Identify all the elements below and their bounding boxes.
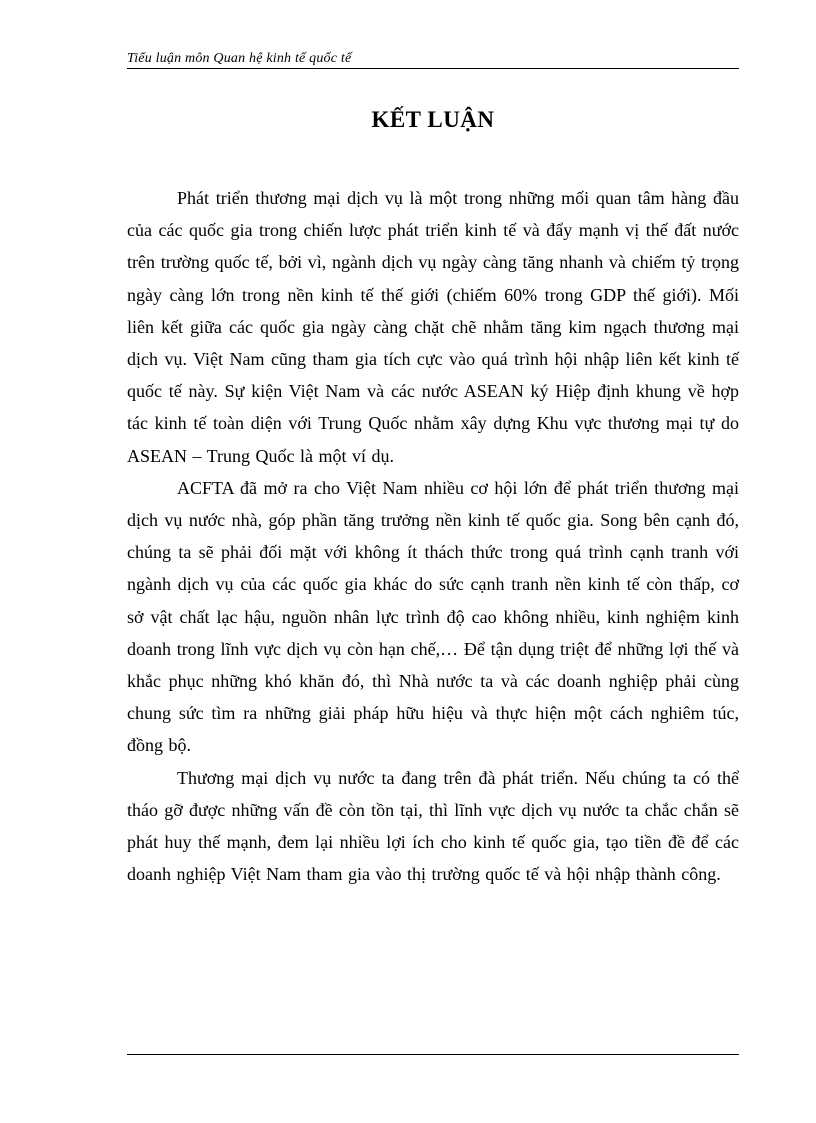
header-divider: [127, 68, 739, 69]
paragraph-3: Thương mại dịch vụ nước ta đang trên đà phát triển. Nếu chúng ta có thể tháo gỡ được những vấn đề còn tồn tại, thì lĩnh vực dịch vụ nước ta chắc chắn sẽ phát huy thế mạnh, đem lại nhiều lợi ích cho kinh tế quốc gia, tạo tiền đề để các doanh nghiệp Việt Nam tham gia vào thị trường quốc tế và hội nhập thành công.: [127, 767, 739, 885]
running-header: Tiểu luận môn Quan hệ kinh tế quốc tế: [127, 51, 352, 66]
paragraph-2: ACFTA đã mở ra cho Việt Nam nhiều cơ hội lớn để phát triển thương mại dịch vụ nước nhà, góp phần tăng trưởng nền kinh tế quốc gia. Song bên cạnh đó, chúng ta sẽ phải đối mặt với không ít thách thức trong quá trình cạnh tranh với ngành dịch vụ của các quốc gia khác do sức cạnh tranh nền kinh tế còn thấp, cơ sở vật chất lạc hậu, nguồn nhân lực trình độ cao không nhiều, kinh nghiệm kinh doanh trong lĩnh vực dịch vụ còn hạn chế,… Để tận dụng triệt để những lợi thế và khắc phục những khó khăn đó, thì Nhà nước ta và các doanh nghiệp phải cùng chung sức tìm ra những giải pháp hữu hiệu và thực hiện một cách nghiêm túc, đồng bộ.: [127, 477, 739, 756]
page-title: KẾT LUẬN: [371, 107, 495, 132]
document-body: [127, 182, 739, 890]
footer-divider: [127, 1054, 739, 1055]
paragraph-1: Phát triển thương mại dịch vụ là một trong những mối quan tâm hàng đầu của các quốc gia trong chiến lược phát triển kinh tế và đẩy mạnh vị thế đất nước trên trường quốc tế, bởi vì, ngành dịch vụ ngày càng tăng nhanh và chiếm tỷ trọng ngày càng lớn trong nền kinh tế thế giới (chiếm 60% trong GDP thế giới). Mối liên kết giữa các quốc gia ngày càng chặt chẽ nhằm tăng kim ngạch thương mại dịch vụ. Việt Nam cũng tham gia tích cực vào quá trình hội nhập liên kết kinh tế quốc tế này. Sự kiện Việt Nam và các nước ASEAN ký Hiệp định khung về hợp tác kinh tế toàn diện với Trung Quốc nhằm xây dựng Khu vực thương mại tự do ASEAN – Trung Quốc là một ví dụ.: [127, 188, 739, 466]
